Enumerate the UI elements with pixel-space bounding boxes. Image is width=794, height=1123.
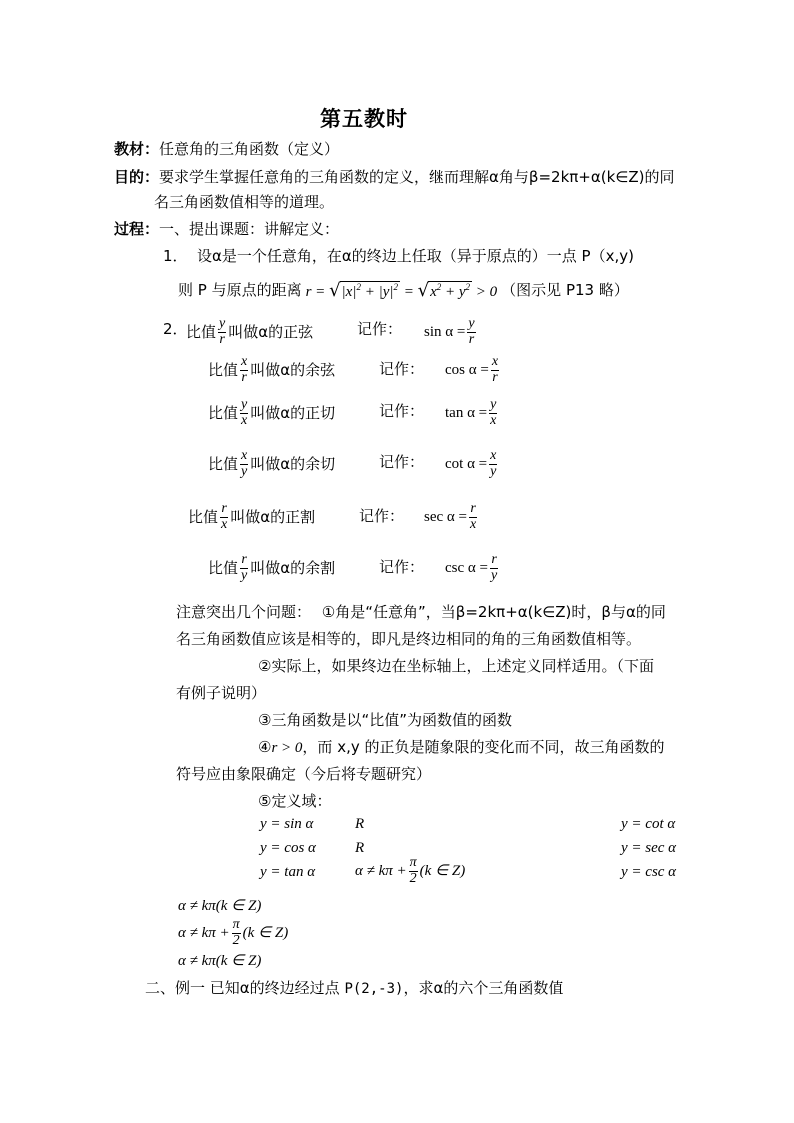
- def-formula-cos: [445, 352, 501, 388]
- fn-den: y: [490, 567, 498, 583]
- definition-row-csc: [208, 550, 335, 586]
- def-name: 叫做α的正弦: [228, 322, 314, 341]
- example-1: [145, 981, 563, 996]
- domain-fn-sin: y = sin α: [260, 816, 314, 832]
- domain-tan-pre: α ≠ kπ +: [355, 862, 407, 879]
- fn-num: y: [468, 315, 475, 331]
- distance-suffix: （图示见 P13 略）: [501, 280, 629, 299]
- note-1-continued: 名三角函数值应该是相等的，即凡是终边相同的角的三角函数值相等。: [176, 630, 642, 648]
- def-formula-tan: [445, 395, 499, 431]
- def-formula-sin: [424, 314, 478, 350]
- frac-num: x: [241, 447, 248, 463]
- frac-den: y: [241, 463, 248, 479]
- page-title: 第五教时: [320, 106, 408, 131]
- note-2-text: ②实际上，如果终边在坐标轴上，上述定义同样适用。（下面: [258, 657, 654, 675]
- def-formula-cot: [445, 446, 499, 482]
- domain-extra-sec: [178, 915, 288, 951]
- def-note: 记作：: [359, 507, 405, 525]
- item-2-number: 2．: [163, 320, 188, 338]
- fn-label: cot α =: [445, 455, 488, 472]
- def-note: 记作：: [357, 320, 403, 338]
- fn-label: cos α =: [445, 361, 489, 378]
- domain-sec-pre: α ≠ kπ +: [178, 924, 230, 941]
- fn-num: y: [490, 396, 497, 412]
- def-formula-csc: [445, 550, 500, 586]
- definition-row-tan: [208, 395, 335, 431]
- frac-den: x: [221, 516, 228, 532]
- frac-num: r: [241, 551, 247, 567]
- domain-sec-post: (k ∈ Z): [242, 924, 289, 941]
- fn-den: x: [490, 412, 497, 428]
- fn-label: sin α =: [424, 323, 466, 340]
- distance-formula: $r = √|x|^2 + |y|^2 = √x^2 + y^2 > 0$: [305, 279, 498, 301]
- domain-value-cos: R: [355, 840, 365, 856]
- def-note: 记作：: [379, 558, 425, 576]
- fn-den: r: [492, 369, 498, 385]
- material-text: 任意角的三角函数（定义）: [159, 140, 340, 158]
- def-prefix: 比值: [186, 322, 217, 341]
- definition-row-sin: [186, 314, 313, 350]
- frac-den: 2: [232, 932, 240, 948]
- def-name: 叫做α的余切: [250, 454, 336, 473]
- domain-value-sin: R: [355, 816, 365, 832]
- frac-den: 2: [409, 870, 417, 886]
- definition-row-cos: [208, 352, 335, 388]
- def-note: 记作：: [379, 402, 425, 420]
- frac-den: r: [241, 369, 247, 385]
- def-name: 叫做α的正切: [250, 403, 336, 422]
- domain-value-tan: [355, 853, 465, 889]
- note-3-text: ③三角函数是以“比值”为函数值的函数: [258, 711, 512, 729]
- domain-fn-cot: y = cot α: [621, 816, 676, 832]
- domain-tan-post: (k ∈ Z): [419, 862, 466, 879]
- def-note: 记作：: [379, 453, 425, 471]
- purpose-line-1: [114, 170, 675, 185]
- def-formula-sec: [424, 499, 479, 535]
- example-text-pre: 二、例一 已知α的终边经过点: [145, 979, 345, 997]
- note-4-continued: 符号应由象限确定（今后将专题研究）: [176, 765, 432, 783]
- frac-num: π: [409, 854, 417, 870]
- def-prefix: 比值: [188, 507, 219, 526]
- fn-den: y: [490, 463, 497, 479]
- example-text-post: ，求α的六个三角函数值: [403, 979, 564, 997]
- item-1-number: 1．: [163, 247, 188, 265]
- purpose-label: 目的：: [114, 168, 160, 186]
- fn-num: x: [491, 353, 499, 369]
- domain-fn-tan: y = tan α: [260, 864, 316, 880]
- fn-den: x: [469, 516, 477, 532]
- frac-num: y: [241, 396, 248, 412]
- fn-label: tan α =: [445, 404, 488, 421]
- fn-num: x: [490, 447, 497, 463]
- def-name: 叫做α的正割: [230, 507, 316, 526]
- fn-num: r: [491, 551, 497, 567]
- item-1-text: 设α是一个任意角，在α的终边上任取（异于原点的）一点 P（x,y): [197, 247, 634, 265]
- note-4-math: r > 0: [271, 740, 303, 756]
- def-prefix: 比值: [208, 403, 239, 422]
- distance-formula-line: [178, 277, 629, 303]
- note-2-continued: 有例子说明）: [176, 684, 267, 702]
- domain-extra-csc: α ≠ kπ(k ∈ Z): [178, 953, 262, 969]
- frac-num: y: [219, 315, 226, 331]
- def-prefix: 比值: [208, 558, 239, 577]
- frac-num: π: [232, 916, 240, 932]
- purpose-line-2: 名三角函数值相等的道理。: [154, 193, 335, 211]
- note-4-line: [258, 740, 664, 756]
- fn-label: csc α =: [445, 559, 488, 576]
- frac-num: r: [221, 500, 227, 516]
- fn-den: r: [468, 331, 475, 347]
- def-prefix: 比值: [208, 454, 239, 473]
- domain-fn-cos: y = cos α: [260, 840, 316, 856]
- ratio-fraction: [218, 317, 226, 347]
- material-label: 教材：: [114, 140, 160, 158]
- note-4-marker: ④: [258, 738, 272, 756]
- frac-num: x: [241, 353, 248, 369]
- frac-den: x: [241, 412, 248, 428]
- fn-num: r: [470, 500, 476, 516]
- process-line: [114, 222, 339, 237]
- frac-den: r: [219, 331, 225, 347]
- purpose-text-1: 要求学生掌握任意角的三角函数的定义，继而理解α角与β=2kπ+α(k∈Z)的同: [159, 168, 675, 186]
- process-label: 过程：: [114, 220, 160, 238]
- note-5-text: ⑤定义域：: [258, 792, 332, 810]
- note-4-text: ，而 x,y 的正负是随象限的变化而不同，故三角函数的: [302, 738, 665, 756]
- distance-prefix: 则 P 与原点的距离: [178, 280, 302, 299]
- section-1-heading: 一、提出课题：讲解定义：: [159, 220, 340, 238]
- notes-line-1: [176, 605, 666, 620]
- definition-row-cot: [208, 446, 335, 482]
- notes-intro: 注意突出几个问题：: [176, 603, 312, 621]
- note-1-text: ①角是“任意角”，当β=2kπ+α(k∈Z)时，β与α的同: [321, 603, 666, 621]
- example-point: P(2,-3): [344, 981, 404, 997]
- material-line: [114, 142, 339, 157]
- domain-fn-sec: y = sec α: [621, 840, 677, 856]
- def-prefix: 比值: [208, 360, 239, 379]
- domain-extra-cot: α ≠ kπ(k ∈ Z): [178, 898, 262, 914]
- def-note: 记作：: [379, 360, 425, 378]
- def-name: 叫做α的余弦: [250, 360, 336, 379]
- frac-den: y: [241, 567, 248, 583]
- def-name: 叫做α的余割: [250, 558, 336, 577]
- domain-fn-csc: y = csc α: [621, 864, 677, 880]
- definition-row-sec: [188, 499, 315, 535]
- fn-label: sec α =: [424, 508, 467, 525]
